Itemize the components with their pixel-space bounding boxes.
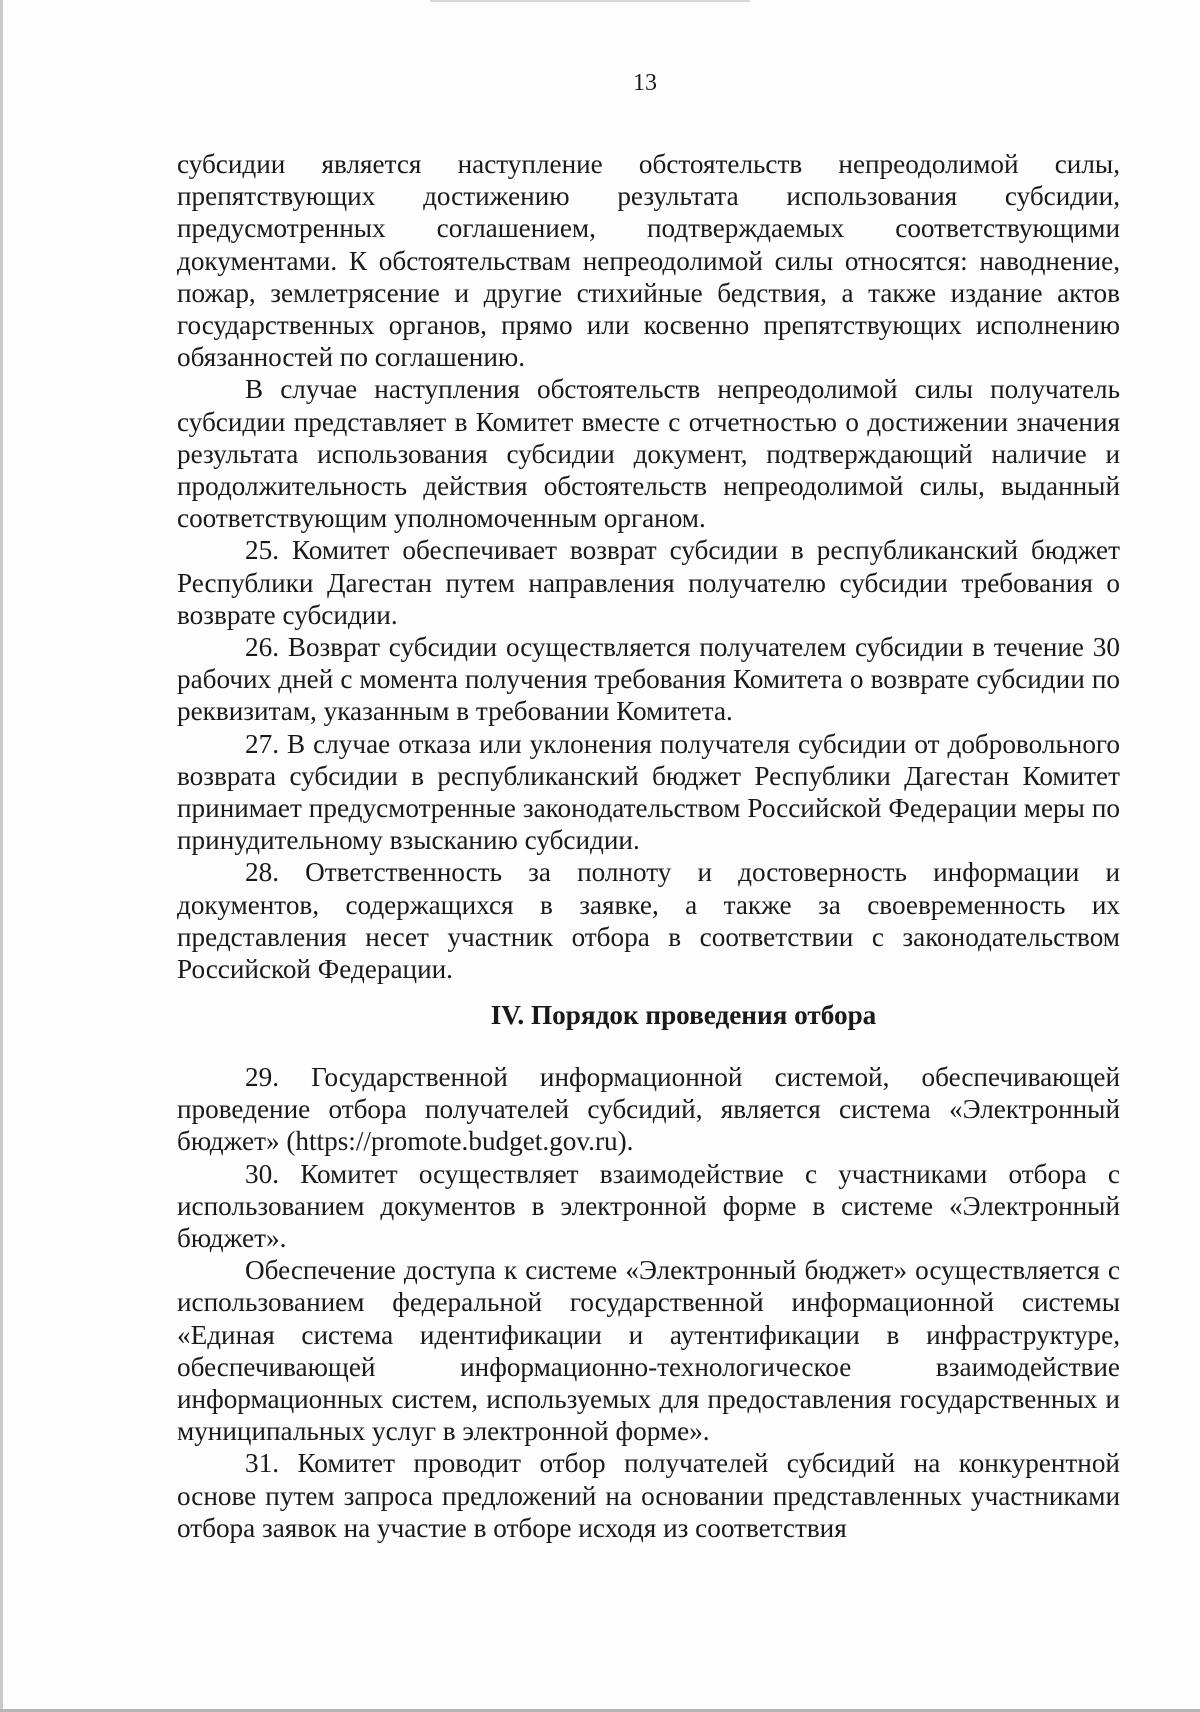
paragraph-force-majeure-documents: В случае наступления обстоятельств непреодолимой силы получатель субсидии представляет в Комитет вместе с отчетностью о достижении значения результата использования субсидии документ, подтверждающий наличие и продолжительность действия обстоятельств непреодолимой силы, выданный соответствующим уполномоченным органом. xyxy=(177,374,1120,534)
paragraph-item-28: 28. Ответственность за полноту и достоверность информации и документов, содержащихся в заявке, а также за своевременность их представления несет участник отбора в соответствии с законодательством Российской Федерации. xyxy=(177,857,1120,985)
page-number: 13 xyxy=(633,70,657,96)
paragraph-item-27: 27. В случае отказа или уклонения получателя субсидии от добровольного возврата субсидии в республиканский бюджет Республики Дагестан Комитет принимает предусмотренные законодательством Российской Федерации меры по принудительному взысканию субсидии. xyxy=(177,728,1120,856)
paragraph-item-25: 25. Комитет обеспечивает возврат субсидии в республиканский бюджет Республики Дагестан путем направления получателю субсидии требования о возврате субсидии. xyxy=(177,535,1120,630)
paragraph-item-31: 31. Комитет проводит отбор получателей субсидий на конкурентной основе путем запроса предложений на основании представленных участниками отбора заявок на участие в отборе исходя из соответствия xyxy=(177,1448,1120,1543)
body-text-lower xyxy=(177,1061,1120,1544)
paragraph-force-majeure-continuation: субсидии является наступление обстоятельств непреодолимой силы, препятствующих достижению результата использования субсидии, предусмотренных соглашением, подтверждаемых соответствующими документами. К обстоятельствам непреодолимой силы относятся: наводнение, пожар, землетрясение и другие стихийные бедствия, а также издание актов государственных органов, прямо или косвенно препятствующих исполнению обязанностей по соглашению. xyxy=(177,149,1120,373)
paragraph-item-26: 26. Возврат субсидии осуществляется получателем субсидии в течение 30 рабочих дней с момента получения требования Комитета о возврате субсидии по реквизитам, указанным в требовании Комитета. xyxy=(177,632,1120,727)
paragraph-item-29: 29. Государственной информационной системой, обеспечивающей проведение отбора получателей субсидий, является система «Электронный бюджет» (https://promote.budget.gov.ru). xyxy=(177,1062,1120,1157)
scan-edge-left xyxy=(0,0,3,1712)
paragraph-item-30: 30. Комитет осуществляет взаимодействие с участниками отбора с использованием документов в электронной форме в системе «Электронный бюджет». xyxy=(177,1158,1120,1254)
paragraph-access: Обеспечение доступа к системе «Электронный бюджет» осуществляется с использованием федеральной государственной информационной системы «Единая система идентификации и аутентификации в инфраструктуре, обеспечивающей информационно-технологическое взаимодействие информационных систем, используемых для предоставления государственных и муниципальных услуг в электронной форме». xyxy=(177,1255,1120,1447)
body-text-upper xyxy=(177,148,1120,985)
scan-edge-top xyxy=(430,0,750,2)
section-heading: IV. Порядок проведения отбора xyxy=(490,1000,877,1030)
